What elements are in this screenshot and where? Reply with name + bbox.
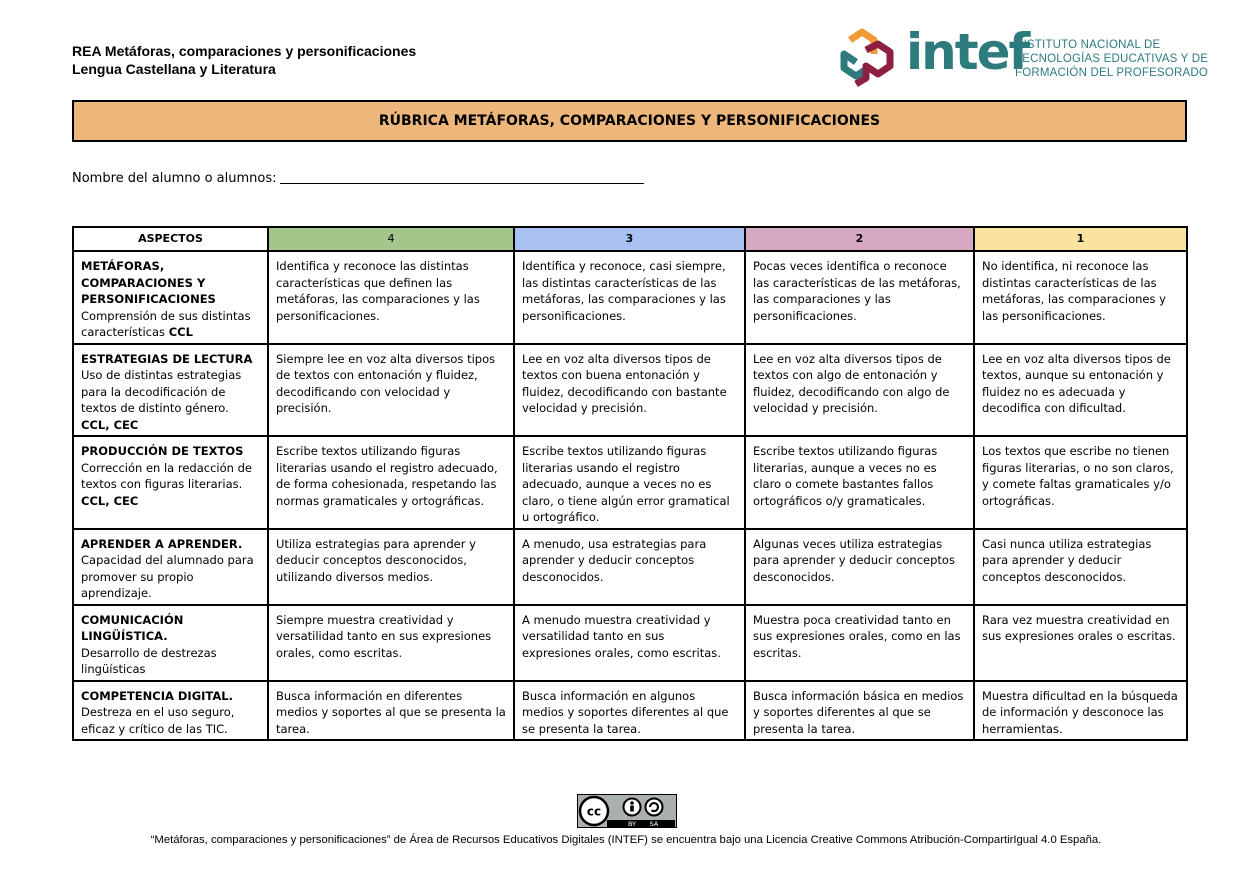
aspect-cell xyxy=(73,681,268,741)
document-title: REA Metáforas, comparaciones y personificaciones xyxy=(72,43,417,59)
rubric-cell-score-3: Lee en voz alta diversos tipos de textos con buena entonación y fluidez, decodificando con bastante velocidad y precisión. xyxy=(514,344,745,437)
document-header xyxy=(72,42,416,78)
aspect-description: Corrección en la redacción de textos con figuras literarias. xyxy=(81,460,252,491)
rubric-cell-score-3: A menudo muestra creatividad y versatilidad tanto en sus expresiones orales, como escritas. xyxy=(514,605,745,681)
rubric-cell-score-2: Escribe textos utilizando figuras literarias, aunque a veces no es claro o comete bastantes fallos ortográficos o/y gramaticales. xyxy=(745,436,974,529)
aspect-title: ESTRATEGIAS DE LECTURA xyxy=(81,351,253,366)
aspect-cell xyxy=(73,436,268,529)
intef-name-line: FORMACIÓN DEL PROFESORADO xyxy=(1015,67,1209,79)
rubric-cell-score-1: Los textos que escribe no tienen figuras literarias, o no son claros, y comete faltas gramaticales y/o ortográficas. xyxy=(974,436,1187,529)
rubric-cell-score-1: Casi nunca utiliza estrategias para aprender y deducir conceptos desconocidos. xyxy=(974,529,1187,605)
aspect-competences: CCL xyxy=(168,325,193,339)
rubric-cell-score-2: Lee en voz alta diversos tipos de textos con algo de entonación y fluidez, decodificando con algo de velocidad y precisión. xyxy=(745,344,974,437)
aspect-description: Comprensión de sus distintas características xyxy=(81,308,251,339)
cc-sa-label: SA xyxy=(649,820,659,828)
intef-name-line: TECNOLOGÍAS EDUCATIVAS Y DE xyxy=(1015,53,1209,65)
rubric-cell-score-1: Lee en voz alta diversos tipos de textos, aunque su entonación y fluidez no es adecuada y decodifica con dificultad. xyxy=(974,344,1187,437)
intef-name-line: INSTITUTO NACIONAL DE xyxy=(1015,39,1161,51)
table-row xyxy=(73,529,1187,605)
aspect-cell xyxy=(73,529,268,605)
svg-text:cc: cc xyxy=(586,804,602,819)
rubric-cell-score-3: Busca información en algunos medios y soportes diferentes al que se presenta la tarea. xyxy=(514,681,745,741)
rubric-banner: RÚBRICA METÁFORAS, COMPARACIONES Y PERSONIFICACIONES xyxy=(72,100,1187,142)
cc-by-sa-badge[interactable] xyxy=(577,794,677,828)
aspect-title: APRENDER A APRENDER. xyxy=(81,536,243,551)
cc-by-label: BY xyxy=(627,820,637,828)
rubric-cell-score-3: Identifica y reconoce, casi siempre, las distintas características de las metáforas, las comparaciones y las personificaciones. xyxy=(514,251,745,344)
intef-logo xyxy=(836,23,1209,90)
aspect-cell xyxy=(73,251,268,344)
student-name-line[interactable] xyxy=(280,170,644,184)
aspect-description: Uso de distintas estrategias para la decodificación de textos de distinto género. xyxy=(81,368,242,415)
rubric-cell-score-3: Escribe textos utilizando figuras literarias usando el registro adecuado, aunque a veces no es claro, o tiene algún error gramatical u ortográfico. xyxy=(514,436,745,529)
table-row xyxy=(73,681,1187,741)
rubric-cell-score-1: Muestra dificultad en la búsqueda de información y desconoce las herramientas. xyxy=(974,681,1187,741)
rubric-cell-score-4: Busca información en diferentes medios y soportes al que se presenta la tarea. xyxy=(268,681,514,741)
intef-name xyxy=(1015,38,1208,80)
aspect-title: COMPETENCIA DIGITAL. xyxy=(81,688,233,703)
aspect-title: PRODUCCIÓN DE TEXTOS xyxy=(81,444,244,458)
rubric-cell-score-4: Utiliza estrategias para aprender y deducir conceptos desconocidos, utilizando diversos medios. xyxy=(268,529,514,605)
rubric-table xyxy=(72,226,1188,741)
rubric-cell-score-4: Siempre muestra creatividad y versatilidad tanto en sus expresiones orales, como escritas. xyxy=(268,605,514,681)
header-aspectos: ASPECTOS xyxy=(73,227,268,251)
document-subtitle: Lengua Castellana y Literatura xyxy=(72,61,276,77)
header-score-4: 4 xyxy=(268,227,514,251)
table-row xyxy=(73,344,1187,437)
aspect-description: Desarrollo de destrezas lingüísticas xyxy=(81,645,217,676)
rubric-cell-score-2: Pocas veces identifica o reconoce las características de las metáforas, las comparaciones y las personificaciones. xyxy=(745,251,974,344)
rubric-cell-score-2: Muestra poca creatividad tanto en sus expresiones orales, como en las escritas. xyxy=(745,605,974,681)
aspect-competences: CCL, CEC xyxy=(81,493,139,508)
aspect-cell xyxy=(73,605,268,681)
table-row xyxy=(73,605,1187,681)
rubric-cell-score-4: Escribe textos utilizando figuras literarias usando el registro adecuado, de forma cohesionada, respetando las normas gramaticales y ortográficas. xyxy=(268,436,514,529)
header-score-1: 1 xyxy=(974,227,1187,251)
rubric-cell-score-3: A menudo, usa estrategias para aprender y deducir conceptos desconocidos. xyxy=(514,529,745,605)
table-row xyxy=(73,436,1187,529)
rubric-cell-score-1: No identifica, ni reconoce las distintas características de las metáforas, las comparaciones y las personificaciones. xyxy=(974,251,1187,344)
intef-wordmark: intef xyxy=(906,23,1029,81)
rubric-cell-score-2: Busca información básica en medios y soportes diferentes al que se presenta la tarea. xyxy=(745,681,974,741)
student-name-label: Nombre del alumno o alumnos: xyxy=(72,171,277,186)
aspect-competences: CCL, CEC xyxy=(81,417,139,432)
student-name-field xyxy=(72,170,644,186)
aspect-title: COMUNICACIÓN LINGÜÍSTICA. xyxy=(81,612,184,643)
aspect-title: METÁFORAS, COMPARACIONES Y PERSONIFICACIONES xyxy=(81,259,216,306)
table-row xyxy=(73,251,1187,344)
aspect-description: Destreza en el uso seguro, eficaz y crítico de las TIC. xyxy=(81,705,235,736)
aspect-description: Capacidad del alumnado para promover su propio aprendizaje. xyxy=(81,553,254,600)
intef-knot-icon xyxy=(836,26,898,90)
rubric-cell-score-4: Siempre lee en voz alta diversos tipos de textos con entonación y fluidez, decodificando con velocidad y precisión. xyxy=(268,344,514,437)
license-text: “Metáforas, comparaciones y personificaciones” de Área de Recursos Educativos Digitales (INTEF) se encuentra bajo una Licencia Creative Commons Atribución-CompartirIgual 4.0 España. xyxy=(150,834,1102,846)
rubric-cell-score-4: Identifica y reconoce las distintas características que definen las metáforas, las comparaciones y las personificaciones. xyxy=(268,251,514,344)
rubric-header-row xyxy=(73,227,1187,251)
rubric-cell-score-2: Algunas veces utiliza estrategias para aprender y deducir conceptos desconocidos. xyxy=(745,529,974,605)
aspect-cell xyxy=(73,344,268,437)
header-score-2: 2 xyxy=(745,227,974,251)
header-score-3: 3 xyxy=(514,227,745,251)
rubric-cell-score-1: Rara vez muestra creatividad en sus expresiones orales o escritas. xyxy=(974,605,1187,681)
